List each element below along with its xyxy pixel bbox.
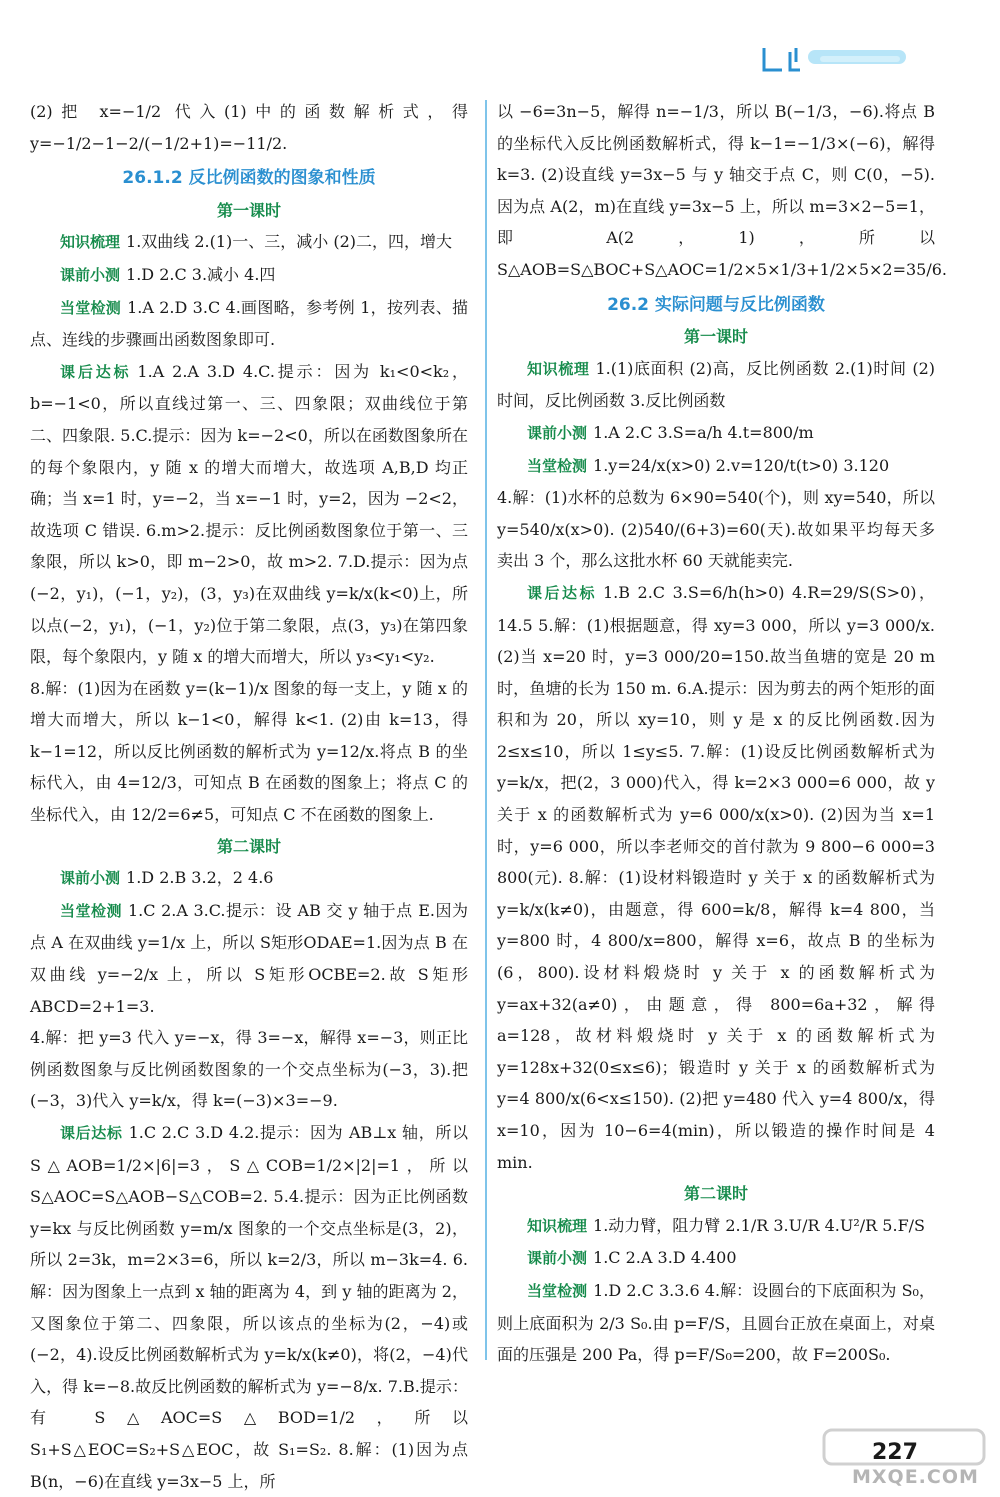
lesson-subtitle: 第二课时 xyxy=(683,1184,748,1204)
answer-text: 1.C 2.C 3.D 4.2.提示：因为 AB⊥x 轴，所以 S△AOB=1/2×|6|=3，S△COB=1/2×|2|=1，所以 S△AOC=S△AOB−S△COB=2. 5.4.提示：因为正比例函数 y=kx 与反比例函数 y=m/x 图象的一个交点坐标是(3，2)，所以 2=3k，m=2×3=6，所以 k=2/3，所以 m−3k=4. 6.解：因为图象上一点到 x 轴的距离为 4，到 y 轴的距离为 2，又图象位于第二、四象限，所以该点的坐标为(2，−4)或(−2，4).设反比例函数解析式为 y=k/x(k≠0)，将(2，−4)代入，得 k=−8.故反比例函数的解析式为 y=−8/x. 7.B.提示：有 S△AOC=S△BOD=1/2，所以 S₁+S△EOC=S₂+S△EOC，故 S₁=S₂. 8.解：(1)因为点 B(n，−6)在直线 y=3x−5 上，所 xyxy=(30,1123,468,1491)
answer-paragraph xyxy=(497,1210,935,1243)
answer-text: 1.D 2.C 3.3.6 4.解：设圆台的下底面积为 S₀，则上底面积为 2/3 S₀.由 p=F/S，且圆台正放在桌面上，对桌面的压强是 200 Pa，得 p=F/S₀=200，故 F=200S₀. xyxy=(497,1280,935,1365)
answer-text: 4.解：(1)水杯的总数为 6×90=540(个)，则 xy=540，所以 y=540/x(x>0). (2)540/(6+3)=60(天).故如果平均每天多卖出 3 个，那么这批水杯 60 天就能卖完. xyxy=(497,488,935,571)
answer-paragraph xyxy=(30,292,468,356)
answer-paragraph xyxy=(497,353,935,417)
section-label: 当堂检测 xyxy=(527,456,588,475)
answer-text: 1.B 2.C 3.S=6/h(h>0) 4.R=29/S(S>0)，14.5 5.解：(1)根据题意，得 xy=3 000，所以 y=3 000/x. (2)当 x=20 时，y=3 000/20=150.故当鱼塘的宽是 20 m 时，鱼塘的长为 150 m. 6.A.提示：因为剪去的两个矩形的面积和为 20，所以 xy=10，则 y 是 x 的反比例函数.因为 2≤x≤10，所以 1≤y≤5. 7.解：(1)设反比例函数解析式为 y=k/x，把(2，3 000)代入，得 k=2×3 000=6 000，故 y 关于 x 的函数解析式为 y=6 000/x(x>0). (2)因为当 x=1 时，y=6 000，所以李老师交的首付款为 9 800−6 000=3 800(元). 8.解：(1)设材料锻造时 y 关于 x 的函数解析式为 y=k/x(k≠0)，由题意，得 600=k/8，解得 k=4 800，当 y=800 时，4 800/x=800，解得 x=6，故点 B 的坐标为(6，800).设材料煅烧时 y 关于 x 的函数解析式为 y=ax+32(a≠0)，由题意，得 800=6a+32，解得 a=128，故材料煅烧时 y 关于 x 的函数解析式为 y=128x+32(0≤x≤6)；锻造时 y 关于 x 的函数解析式为 y=4 800/x(6<x≤150). (2)把 y=480 代入 y=4 800/x，得 x=10，因为 10−6=4(min)，所以锻造的操作时间是 4 min. xyxy=(497,582,935,1172)
answer-text: 1.(1)底面积 (2)高，反比例函数 2.(1)时间 (2)时间，反比例函数 3.反比例函数 xyxy=(497,358,935,411)
answer-text: 1.双曲线 2.(1)一、三，减小 (2)二，四，增大 xyxy=(126,232,453,252)
answer-text: 4.解：把 y=3 代入 y=−x，得 3=−x，解得 x=−3，则正比例函数图象与反比例函数图象的一个交点坐标为(−3，3).把(−3，3)代入 y=k/x，得 k=(−3)×3=−9. xyxy=(30,1028,468,1111)
answer-text: 1.C 2.A 3.C.提示：设 AB 交 y 轴于点 E.因为点 A 在双曲线 y=1/x 上，所以 S矩形ODAE=1.因为点 B 在双曲线 y=−2/x 上，所以 S矩形OCBE=2.故 S矩形ABCD=2+1=3. xyxy=(30,900,468,1016)
section-label: 课后达标 xyxy=(60,1124,123,1142)
answer-paragraph xyxy=(30,259,468,292)
section-label: 知识梳理 xyxy=(527,1216,588,1235)
answer-paragraph xyxy=(30,226,468,259)
section-label: 课后达标 xyxy=(60,362,132,381)
watermark-text: MXQE.COM xyxy=(852,1466,979,1488)
lesson-subtitle: 第一课时 xyxy=(216,200,281,220)
section-label: 当堂检测 xyxy=(60,298,122,317)
section-label: 课前小测 xyxy=(60,869,121,888)
answer-paragraph xyxy=(30,96,468,159)
answer-text: 1.A 2.D 3.C 4.画图略，参考例 1，按列表、描点、连线的步骤画出函数图象即可. xyxy=(30,297,468,350)
column-divider xyxy=(485,100,487,1360)
answer-paragraph xyxy=(497,1242,935,1275)
lesson-subtitle: 第一课时 xyxy=(683,327,748,347)
section-title: 26.2 实际问题与反比例函数 xyxy=(607,294,825,315)
section-title: 26.1.2 反比例函数的图象和性质 xyxy=(122,168,376,189)
answer-text: 8.解：(1)因为在函数 y=(k−1)/x 图象的每一支上，y 随 x 的增大而增大，所以 k−1<0，解得 k<1. (2)由 k=13，得 k−1=12，所以反比例函数的解析式为 y=12/x.将点 B 的坐标代入，由 4=12/3，可知点 B 在函数的图象上；将点 C 的坐标代入，由 12/2=6≠5，可知点 C 不在函数的图象上. xyxy=(30,678,468,825)
answer-paragraph xyxy=(30,895,468,1022)
answer-paragraph xyxy=(497,1275,935,1371)
answer-paragraph xyxy=(497,577,935,1178)
section-label: 知识梳理 xyxy=(60,233,121,252)
answer-text: 1.A 2.A 3.D 4.C.提示：因为 k₁<0<k₂，b=−1<0，所以直线过第一、三、四象限；双曲线位于第二、四象限. 5.C.提示：因为 k=−2<0，所以在函数图象所在的每个象限内，y 随 x 的增大而增大，故选项 A,B,D 均正确；当 x=1 时，y=−2，当 x=−1 时，y=2，因为 −2<2，故选项 C 错误. 6.m>2.提示：反比例函数图象位于第一、三象限，所以 k>0，即 m−2>0，故 m>2. 7.D.提示：因为点(−2，y₁)，(−1，y₂)，(3，y₃)在双曲线 y=k/x(k<0)上，所以点(−2，y₁)，(−1，y₂)位于第二象限，点(3，y₃)在第四象限，每个象限内，y 随 x 的增大而增大，所以 y₃<y₁<y₂. xyxy=(30,361,468,667)
answer-paragraph xyxy=(30,862,468,895)
section-label: 当堂检测 xyxy=(60,901,122,920)
answer-paragraph xyxy=(497,482,935,577)
right-column xyxy=(497,96,948,1371)
answer-paragraph xyxy=(30,356,468,673)
left-column xyxy=(30,96,468,1497)
section-label: 知识梳理 xyxy=(527,359,590,378)
answer-text: 1.动力臂，阻力臂 2.1/R 3.U/R 4.U²/R 5.F/S xyxy=(593,1215,926,1235)
section-label: 课前小测 xyxy=(60,265,121,284)
section-label: 课前小测 xyxy=(527,1249,588,1268)
answer-paragraph xyxy=(497,450,935,483)
answer-paragraph xyxy=(497,417,935,450)
answer-text: 1.y=24/x(x>0) 2.v=120/t(t>0) 3.120 xyxy=(593,455,890,475)
answer-text: (2)把 x=−1/2 代入(1)中的函数解析式，得 y=−1/2−1−2/(−1/2+1)=−11/2. xyxy=(30,102,468,153)
page-number: 227 xyxy=(872,1440,918,1465)
lesson-subtitle: 第二课时 xyxy=(216,836,281,856)
section-label: 课后达标 xyxy=(527,583,597,602)
answer-text: 1.C 2.A 3.D 4.400 xyxy=(593,1248,737,1268)
section-label: 当堂检测 xyxy=(527,1281,588,1300)
answer-paragraph xyxy=(30,1117,468,1497)
answer-paragraph xyxy=(497,96,948,286)
section-label: 课前小测 xyxy=(527,423,588,442)
answer-text: 1.A 2.C 3.S=a/h 4.t=800/m xyxy=(593,422,814,442)
answer-text: 1.D 2.B 3.2，2 4.6 xyxy=(126,868,274,888)
answer-text: 1.D 2.C 3.减小 4.四 xyxy=(126,264,276,284)
answer-text: 以 −6=3n−5，解得 n=−1/3，所以 B(−1/3，−6).将点 B 的坐标代入反比例函数解析式，得 k−1=−1/3×(−6)，解得 k=3. (2)设直线 y=3x−5 与 y 轴交于点 C，则 C(0，−5).因为点 A(2，m)在直线 y=3x−5 上，所以 m=3×2−5=1，即 A(2，1)，所以 S△AOB=S△BOC+S△AOC=1/2×5×1/3+1/2×5×2=35/6. xyxy=(497,102,948,279)
answer-paragraph xyxy=(30,1022,468,1117)
answer-paragraph xyxy=(30,673,468,831)
header-decoration-icon xyxy=(760,42,910,78)
